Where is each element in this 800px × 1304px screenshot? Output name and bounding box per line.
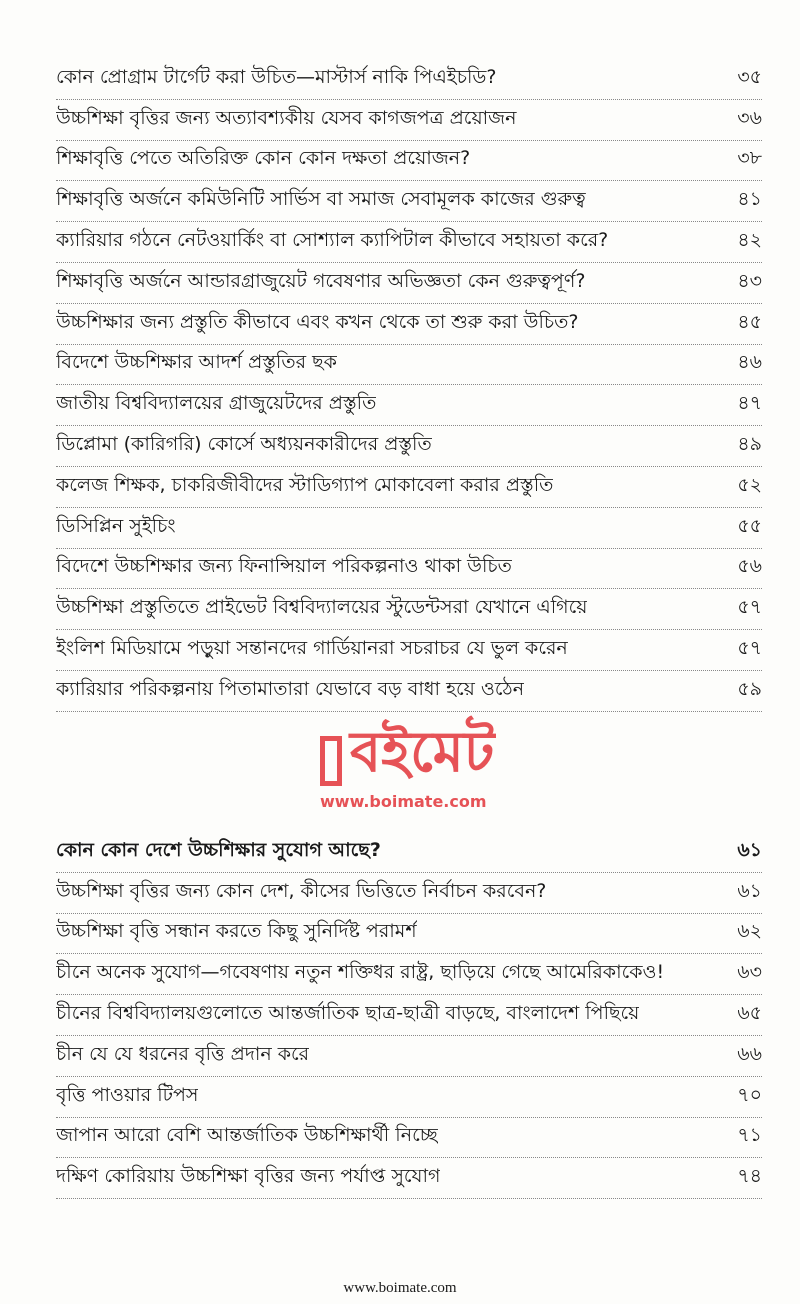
toc-entry [56,549,762,590]
toc-entry-page: ৪৯ [737,433,762,456]
toc-entry-page: ৬৬ [737,1042,762,1065]
toc-entry-title: শিক্ষাবৃত্তি অর্জনে আন্ডারগ্রাজুয়েট গবেষণার অভিজ্ঞতা কেন গুরুত্বপূর্ণ? [56,269,586,292]
toc-entry-title: বিদেশে উচ্চশিক্ষার জন্য ফিনান্সিয়াল পরিকল্পনাও থাকা উচিত [56,555,512,578]
toc-entry [56,1158,762,1199]
toc-entry [56,385,762,426]
toc-entry-title: শিক্ষাবৃত্তি পেতে অতিরিক্ত কোন কোন দক্ষতা প্রয়োজন? [56,147,471,170]
section-heading-title: কোন কোন দেশে উচ্চশিক্ষার সুযোগ আছে? [56,838,381,861]
toc-entry-page: ৬২ [737,920,762,943]
toc-entry [56,222,762,263]
toc-entry-page: ৬৩ [737,961,762,984]
toc-entry-page: ৪৩ [737,269,762,292]
toc-entry [56,873,762,914]
toc-entry-page: ৪৬ [737,351,762,374]
toc-entry-page: ৪৭ [737,392,762,415]
toc-entry-title: বৃত্তি পাওয়ার টিপস [56,1083,199,1106]
toc-entry-page: ৫৬ [737,555,762,578]
toc-entry [56,467,762,508]
toc-entry [56,141,762,182]
toc-entry [56,671,762,712]
section-heading-page: ৬১ [737,838,762,861]
toc-entry-title: বিদেশে উচ্চশিক্ষার আদর্শ প্রস্তুতির ছক [56,351,337,374]
toc-entry-title: জাপান আরো বেশি আন্তর্জাতিক উচ্চশিক্ষার্থী নিচ্ছে [56,1124,438,1147]
toc-entry [56,1118,762,1159]
toc-entry-page: ৪২ [737,229,762,252]
toc-entry-page: ৪৫ [737,310,762,333]
toc-entry [56,59,762,100]
footer-url: www.boimate.com [343,1280,457,1296]
toc-entry [56,589,762,630]
toc-entry [56,914,762,955]
toc-entry [56,954,762,995]
toc-entry-page: ৫৭ [737,596,762,619]
toc-entry-page: ৪১ [737,188,762,211]
toc-entry [56,508,762,549]
toc-entry [56,345,762,386]
toc-entry-title: জাতীয় বিশ্ববিদ্যালয়ের গ্রাজুয়েটদের প্রস্তুতি [56,392,377,415]
toc-entry [56,426,762,467]
toc-entry-page: ৩৫ [737,65,762,88]
toc-entry-page: ৭১ [737,1124,762,1147]
toc-entry-title: দক্ষিণ কোরিয়ায় উচ্চশিক্ষা বৃত্তির জন্য পর্যাপ্ত সুযোগ [56,1165,441,1188]
toc-entry-page: ৫২ [737,473,762,496]
toc-entry [56,304,762,345]
toc-entry-page: ৫৯ [737,677,762,700]
toc-entry-title: চীন যে যে ধরনের বৃত্তি প্রদান করে [56,1042,310,1065]
toc-entry [56,1036,762,1077]
boimate-watermark-logo [320,718,560,818]
toc-entry [56,181,762,222]
toc-entry-title: উচ্চশিক্ষা বৃত্তির জন্য অত্যাবশ্যকীয় যেসব কাগজপত্র প্রয়োজন [56,106,517,129]
toc-entry-title: ক্যারিয়ার পরিকল্পনায় পিতামাতারা যেভাবে বড় বাধা হয়ে ওঠেন [56,677,525,700]
watermark-logo-text: বইমেট [350,720,495,785]
toc-entry-page: ৭৪ [737,1165,762,1188]
toc-entry-page: ৬১ [737,879,762,902]
toc-section-2 [56,832,762,1199]
toc-entry-page: ৫৫ [737,514,762,537]
toc-entry-title: ক্যারিয়ার গঠনে নেটওয়ার্কিং বা সোশ্যাল ক্যাপিটাল কীভাবে সহায়তা করে? [56,229,609,252]
toc-entry-title: ইংলিশ মিডিয়ামে পড়ুয়া সন্তানদের গার্ডিয়ানরা সচরাচর যে ভুল করেন [56,637,568,660]
book-icon [320,736,342,786]
toc-entry-title: শিক্ষাবৃত্তি অর্জনে কমিউনিটি সার্ভিস বা সমাজ সেবামূলক কাজের গুরুত্ব [56,188,586,211]
toc-entry-page: ৭০ [737,1083,762,1106]
toc-entry-title: ডিসিপ্লিন সুইচিং [56,514,176,537]
toc-entry-title: উচ্চশিক্ষা বৃত্তি সন্ধান করতে কিছু সুনির্দিষ্ট পরামর্শ [56,920,417,943]
toc-entry-title: কোন প্রোগ্রাম টার্গেট করা উচিত—মাস্টার্স নাকি পিএইচডি? [56,65,497,88]
toc-entry-title: উচ্চশিক্ষা বৃত্তির জন্য কোন দেশ, কীসের ভিত্তিতে নির্বাচন করবেন? [56,879,547,902]
toc-entry-page: ৩৬ [737,106,762,129]
toc-entry-page: ৫৭ [737,637,762,660]
watermark-url: www.boimate.com [320,792,487,811]
toc-section-1 [56,59,762,712]
toc-entry-page: ৬৫ [737,1002,762,1025]
toc-entry-title: চীনে অনেক সুযোগ—গবেষণায় নতুন শক্তিধর রাষ্ট্র, ছাড়িয়ে গেছে আমেরিকাকেও! [56,961,665,984]
toc-entry [56,1077,762,1118]
toc-entry [56,630,762,671]
toc-entry-page: ৩৮ [737,147,762,170]
toc-entry-title: ডিপ্লোমা (কারিগরি) কোর্সে অধ্যয়নকারীদের প্রস্তুতি [56,433,432,456]
toc-section-heading [56,832,762,873]
toc-entry [56,100,762,141]
toc-entry [56,995,762,1036]
toc-entry-title: উচ্চশিক্ষা প্রস্তুতিতে প্রাইভেট বিশ্ববিদ্যালয়ের স্টুডেন্টসরা যেখানে এগিয়ে [56,596,588,619]
toc-entry-title: চীনের বিশ্ববিদ্যালয়গুলোতে আন্তর্জাতিক ছাত্র-ছাত্রী বাড়ছে, বাংলাদেশ পিছিয়ে [56,1002,640,1025]
toc-entry-title: কলেজ শিক্ষক, চাকরিজীবীদের স্টাডিগ্যাপ মোকাবেলা করার প্রস্তুতি [56,473,554,496]
toc-entry-title: উচ্চশিক্ষার জন্য প্রস্তুতি কীভাবে এবং কখন থেকে তা শুরু করা উচিত? [56,310,579,333]
toc-entry [56,263,762,304]
